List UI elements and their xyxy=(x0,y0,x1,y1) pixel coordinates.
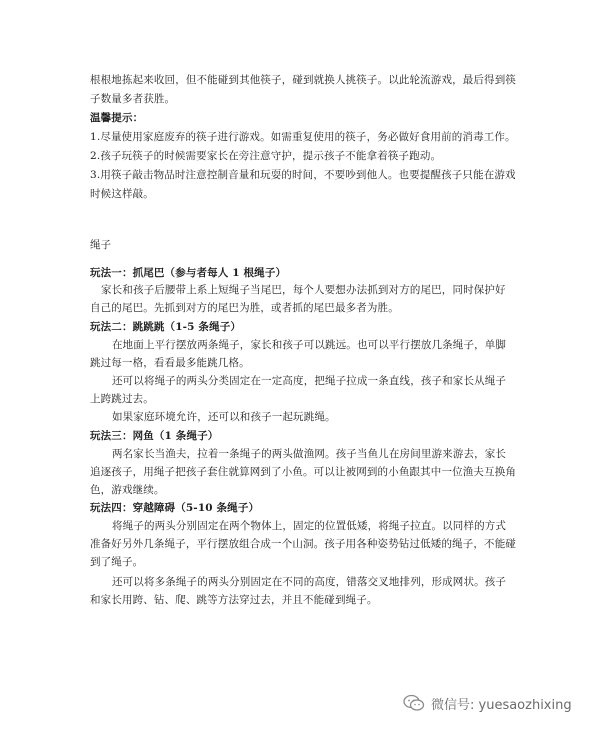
paragraph-line: 和家长用跨、钻、爬、跳等方法穿过去，并且不能碰到绳子。 xyxy=(90,594,378,606)
paragraph-line: 还可以将多条绳子的两头分别固定在不同的高度，错落交叉地排列，形成网状。孩子 xyxy=(112,576,507,588)
play-title: 玩法一：抓尾巴（参与者每人 1 根绳子） xyxy=(90,267,287,279)
tip-item: 1.尽量使用家庭废弃的筷子进行游戏。如需重复使用的筷子，务必做好食用前的消毒工作。 xyxy=(90,131,516,143)
play-title: 玩法四：穿越障碍（5-10 条绳子） xyxy=(90,502,260,514)
paragraph-line: 上跨跳过去。 xyxy=(90,393,154,405)
paragraph-line: 自己的尾巴。先抓到对方的尾巴为胜，或者抓的尾巴最多者为胜。 xyxy=(90,302,399,314)
paragraph-line: 两名家长当渔夫，拉着一条绳子的两头做渔网。孩子当鱼儿在房间里游来游去，家长 xyxy=(112,448,507,460)
intro-line: 根根地拣起来收回，但不能碰到其他筷子，碰到就换人挑筷子。以此轮流游戏，最后得到筷 xyxy=(90,74,516,86)
paragraph-line: 追逐孩子，用绳子把孩子套住就算网到了小鱼。可以让被网到的小鱼跟其中一位渔夫互换角 xyxy=(90,466,516,478)
play-title: 玩法三：网鱼（1 条绳子） xyxy=(90,430,219,442)
tip-item: 2.孩子玩筷子的时候需要家长在旁注意守护，提示孩子不能拿着筷子跑动。 xyxy=(90,150,442,162)
paragraph-line: 到了绳子。 xyxy=(90,556,144,568)
tip-item: 时候这样敲。 xyxy=(90,188,154,200)
section-title: 绳子 xyxy=(90,239,112,251)
paragraph-line: 跳过每一格，看看最多能跳几格。 xyxy=(90,357,250,369)
paragraph-line: 如果家庭环境允许，还可以和孩子一起玩跳绳。 xyxy=(112,411,336,423)
tips-heading: 温馨提示： xyxy=(90,112,144,124)
paragraph-line: 将绳子的两头分别固定在两个物体上，固定的位置低矮，将绳子拉直。以同样的方式 xyxy=(112,520,507,532)
intro-line: 子数量多者获胜。 xyxy=(90,93,176,105)
wechat-watermark xyxy=(403,693,572,713)
paragraph-line: 准备好另外几条绳子，平行摆放组合成一个山洞。孩子用各种姿势钻过低矮的绳子，不能碰 xyxy=(90,538,516,550)
paragraph-line: 色，游戏继续。 xyxy=(90,484,165,496)
tip-item: 3.用筷子敲击物品时注意控制音量和玩耍的时间，不要吵到他人。也要提醒孩子只能在游戏 xyxy=(90,169,516,181)
paragraph-line: 在地面上平行摆放两条绳子，家长和孩子可以跳远。也可以平行摆放几条绳子，单脚 xyxy=(112,339,507,351)
wechat-icon xyxy=(403,694,425,712)
watermark-text: 微信号: yuesaozhixing xyxy=(431,697,572,713)
paragraph-line: 还可以将绳子的两头分类固定在一定高度，把绳子拉成一条直线，孩子和家长从绳子 xyxy=(112,375,507,387)
paragraph-line: 家长和孩子后腰带上系上短绳子当尾巴，每个人要想办法抓到对方的尾巴，同时保护好 xyxy=(101,284,506,296)
play-title: 玩法二：跳跳跳（1-5 条绳子） xyxy=(90,321,242,333)
